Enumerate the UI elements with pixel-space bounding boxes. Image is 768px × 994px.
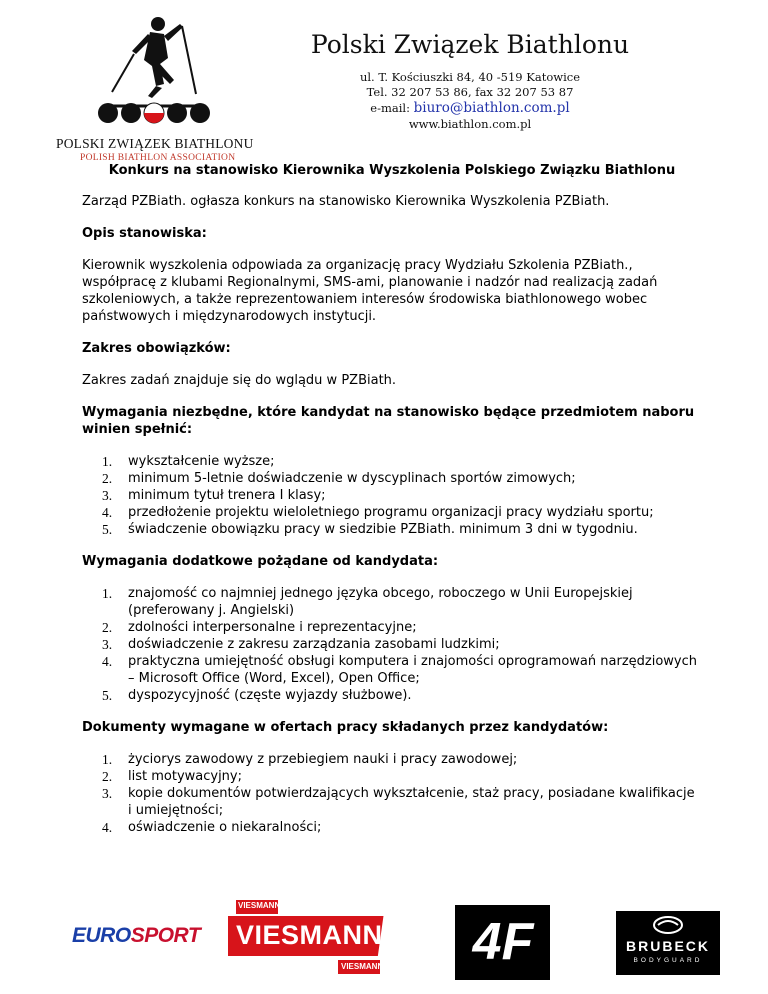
list-item: 4. przedłożenie projektu wieloletniego programu organizacji pracy wydziału sportu; bbox=[102, 505, 654, 520]
brubeck-logo: BRUBECK BODYGUARD bbox=[616, 911, 720, 975]
email-line bbox=[260, 100, 680, 116]
list-item: 3. doświadczenie z zakresu zarządzania zasobami ludzkimi; bbox=[102, 637, 500, 652]
list-item: 5. świadczenie obowiązku pracy w siedzibie PZBiath. minimum 3 dni w tygodniu. bbox=[102, 522, 638, 537]
list-item: 1. wykształcenie wyższe; bbox=[102, 454, 275, 469]
logo-subtitle: POLISH BIATHLON ASSOCIATION bbox=[80, 153, 236, 163]
email-link[interactable]: biuro@biathlon.com.pl bbox=[413, 100, 570, 116]
document-body bbox=[82, 162, 702, 851]
viessmann-small-bottom: VIESMANN bbox=[341, 962, 384, 971]
website-link[interactable]: www.biathlon.com.pl bbox=[408, 117, 532, 131]
email-label: e-mail: bbox=[370, 101, 410, 115]
logo-name: POLSKI ZWIĄZEK BIATHLONU bbox=[56, 136, 254, 151]
document-title: Konkurs na stanowisko Kierownika Wyszkolenia Polskiego Związku Biathlonu bbox=[108, 163, 676, 178]
description-paragraph: Kierownik wyszkolenia odpowiada za organizację pracy Wydziału Szkolenia PZBiath., współpracę z klubami Regionalnymi, SMS-ami, planowanie i nadzór nad realizacją zadań szkoleniowych, a także reprezentowaniem interesów środowiska biathlonowego wobec państwowych i międzynarodowych instytucji. bbox=[82, 258, 658, 324]
pzbiath-logo bbox=[52, 14, 254, 163]
4f-logo: 4F bbox=[455, 905, 550, 980]
viessmann-logo: VIESMANN VIESMANN VIESMANN bbox=[228, 898, 388, 976]
list-item: 4. oświadczenie o niekaralności; bbox=[102, 820, 322, 835]
address-line: ul. T. Kościuszki 84, 40 -519 Katowice bbox=[359, 70, 581, 84]
list-item: 4. praktyczna umiejętność obsługi komputera i znajomości oprogramowań narzędziowych – Microsoft Office (Word, Excel), Open Office; bbox=[102, 654, 697, 686]
duties-heading: Zakres obowiązków: bbox=[82, 341, 231, 356]
list-item: 5. dyspozycyjność (częste wyjazdy służbowe). bbox=[102, 688, 412, 703]
additional-heading: Wymagania dodatkowe pożądane od kandydata: bbox=[82, 554, 439, 569]
documents-heading: Dokumenty wymagane w ofertach pracy składanych przez kandydatów: bbox=[82, 720, 609, 735]
list-item: 2. minimum 5-letnie doświadczenie w dyscyplinach sportów zimowych; bbox=[102, 471, 576, 486]
org-title: Polski Związek Biathlonu bbox=[310, 30, 630, 59]
intro-paragraph: Zarząd PZBiath. ogłasza konkurs na stanowisko Kierownika Wyszkolenia PZBiath. bbox=[82, 194, 610, 209]
documents-list bbox=[82, 751, 702, 836]
list-item: 1. znajomość co najmniej jednego języka obcego, roboczego w Unii Europejskiej (preferowany j. Angielski) bbox=[102, 586, 633, 618]
list-item: 2. list motywacyjny; bbox=[102, 769, 242, 784]
biathlete-icon bbox=[52, 14, 252, 136]
additional-list bbox=[82, 585, 702, 704]
description-heading: Opis stanowiska: bbox=[82, 226, 207, 241]
eurosport-logo: EUROSPORT bbox=[72, 924, 201, 947]
list-item: 1. życiorys zawodowy z przebiegiem nauki i pracy zawodowej; bbox=[102, 752, 518, 767]
duties-paragraph: Zakres zadań znajduje się do wglądu w PZBiath. bbox=[82, 373, 397, 388]
phone-line: Tel. 32 207 53 86, fax 32 207 53 87 bbox=[366, 85, 574, 99]
required-heading: Wymagania niezbędne, które kandydat na stanowisko będące przedmiotem naboru winien spełnić: bbox=[82, 405, 695, 437]
required-list bbox=[82, 453, 702, 538]
list-item: 3. kopie dokumentów potwierdzających wykształcenie, staż pracy, posiadane kwalifikacje i umiejętności; bbox=[102, 786, 695, 818]
list-item: 3. minimum tytuł trenera I klasy; bbox=[102, 488, 326, 503]
list-item: 2. zdolności interpersonalne i reprezentacyjne; bbox=[102, 620, 417, 635]
